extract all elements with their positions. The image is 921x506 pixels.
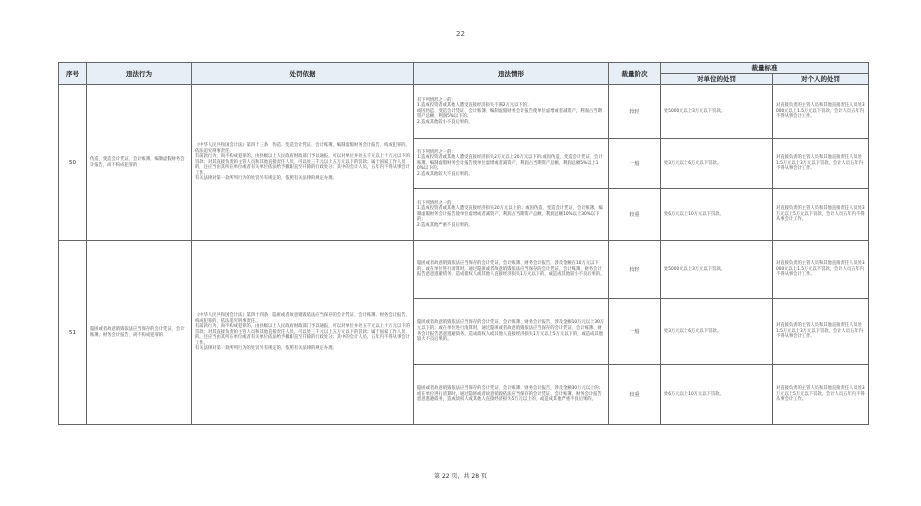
header-person-penalty: 对个人的处罚 — [773, 74, 869, 85]
header-seq: 序号 — [59, 63, 87, 85]
person-penalty-cell: 对直接负责的主管人员和其他直接责任人员处1.5万元以上3万元以下罚款，会计人员五年内不得从事会计工作。 — [773, 299, 869, 365]
circumstance-cell: 有下列情形之一的： 1.造成投资者或其他人遭受直接经济损失不满2万元以下的； 或因伪造、变造会计凭证、会计账簿，编制虚假财务会计报告使单位虚增或者减资产，利润占当期资产总额、利润5%以下的； 2.造成其他较小不良后果的。 — [414, 85, 609, 139]
level-cell: 较重 — [609, 189, 661, 241]
act-cell: 伪造、变造会计凭证、会计账簿，编制虚假财务会计报告，尚不构成犯罪的 — [87, 85, 192, 241]
level-cell: 较轻 — [609, 241, 661, 299]
page-number-top: 22 — [456, 30, 465, 38]
unit-penalty-cell: 处3万元以上6万元以下罚款。 — [661, 299, 773, 365]
circumstance-cell: 隐匿或者故意销毁依法应当保存的会计凭证、会计账簿、财务会计报告，涉及金额在10万元以下的；或在单位进行清算时，通过隐匿或者故意销毁依法应当保存的会计凭证、会计账簿、财务会计报告恶意逃避债务，造成债权人或其他人直接经济损失1万元以下的，或造成其他较小不良后果的。 — [414, 241, 609, 299]
level-cell: 较重 — [609, 365, 661, 425]
header-level: 裁量阶次 — [609, 63, 661, 85]
level-cell: 较轻 — [609, 85, 661, 139]
basis-cell: 《中华人民共和国会计法》第四十四条 隐匿或者故意销毁依法应当保存的会计凭证、会计账簿、财务会计报告，构成犯罪的，依法追究刑事责任。 有前款行为，尚不构成犯罪的，由县级以上人民政府财政部门予以通报，可以对单位并处五千元以上十万元以下的罚款；对其直接负责的主管人员和其他直接责任人员，可以处三千元以上五万元以下的罚款；属于国家工作人员的，还应当由其所在单位或者有关单位依法给予撤职直至开除的行政处分；其中的会计人员，五年内不得从事会计工作。 有关法律对第一款所列行为的处罚另有规定的，依照有关法律的规定办理。 — [192, 241, 414, 425]
level-cell: 一般 — [609, 139, 661, 189]
level-cell: 一般 — [609, 299, 661, 365]
seq-cell: 51 — [59, 241, 87, 425]
person-penalty-cell: 对直接负责的主管人员和其他直接责任人员处3万元以上5万元以下罚款，会计人员五年内不得从事会计工作。 — [773, 189, 869, 241]
circumstance-cell: 隐匿或者故意销毁依法应当保存的会计凭证、会计账簿、财务会计报告，涉及金额30万元以上的；或在单位进行清算时，通过隐匿或者故意销毁依法应当保存的会计凭证、会计账簿、财务会计报告恶意逃避债务，造成债权人或其他人直接经济损失5万元以上的，或造成其他严重不良后果的。 — [414, 365, 609, 425]
unit-penalty-cell: 处6万元以上10万元以下罚款。 — [661, 365, 773, 425]
unit-penalty-cell: 处3万元以上6万元以下罚款。 — [661, 139, 773, 189]
person-penalty-cell: 对直接负责的主管人员和其他直接责任人员处3000元以上1.5万元以下罚款，会计人员五年内不得从事会计工作。 — [773, 241, 869, 299]
header-basis: 处罚依据 — [192, 63, 414, 85]
person-penalty-cell: 对直接负责的主管人员和其他直接责任人员处3万元以上5万元以下罚款，会计人员五年内不得从事会计工作。 — [773, 365, 869, 425]
penalty-table — [58, 62, 869, 425]
person-penalty-cell: 对直接负责的主管人员和其他直接责任人员处1.5万元以上3万元以下罚款，会计人员五年内不得从事会计工作。 — [773, 139, 869, 189]
basis-cell: 《中华人民共和国会计法》第四十三条 伪造、变造会计凭证、会计账簿，编制虚假财务会计报告，构成犯罪的，依法追究刑事责任。 有前款行为，尚不构成犯罪的，由县级以上人民政府财政部门予以通报，可以对单位并处五千元以上十万元以下的罚款；对其直接负责的主管人员和其他直接责任人员，可以处三千元以上五万元以下的罚款；属于国家工作人员的，还应当由其所在单位或者有关单位依法给予撤职直至开除的行政处分；其中的会计人员，五年内不得从事会计工作。 有关法律对第一款所列行为的处罚另有规定的，依照有关法律的规定办理。 — [192, 85, 414, 241]
unit-penalty-cell: 处6万元以上10万元以下罚款。 — [661, 189, 773, 241]
unit-penalty-cell: 处5000元以上3万元以下罚款。 — [661, 241, 773, 299]
header-act: 违法行为 — [87, 63, 192, 85]
circumstance-cell: 有下列情形之一的： 1.造成投资者或其他人遭受直接经济损失2万元以上20万元以下的;或因伪造、变造会计凭证、会计账簿，编制虚假财务会计报告使单位虚增或者减资产，利润占当期资产总额、利润总额5%以上10%以下的； 2.造成其他较大不良后果的。 — [414, 139, 609, 189]
page-footer: 第 22 页，共 28 页 — [434, 473, 487, 480]
header-standard: 裁量标准 — [661, 63, 869, 74]
person-penalty-cell: 对直接负责的主管人员和其他直接责任人员处3000元以上1.5万元以下罚款，会计人员五年内不得从事会计工作。 — [773, 85, 869, 139]
table-row — [59, 85, 869, 139]
act-cell: 隐匿或者故意销毁依法应当保存的会计凭证、会计账簿、财务会计报告，尚不构成犯罪的 — [87, 241, 192, 425]
header-circumstance: 违法情形 — [414, 63, 609, 85]
unit-penalty-cell: 处5000元以上3万元以下罚款。 — [661, 85, 773, 139]
circumstance-cell: 有下列情形之一的： 1.造成投资者或其他人遭受直接经济损失20万元以上的；或因伪造、变造会计凭证、会计账簿，编制虚假财务会计报告使单位虚增或者减资产，利润占当期资产总额、利润总额10%以上30%以下的； 2.造成其他严重不良后果的。 — [414, 189, 609, 241]
header-unit-penalty: 对单位的处罚 — [661, 74, 773, 85]
seq-cell: 50 — [59, 85, 87, 241]
circumstance-cell: 隐匿或者故意销毁依法应当保存的会计凭证、会计账簿、财务会计报告，涉及金额10万元以上30万元以下的；或在单位进行清算时，通过隐匿或者故意销毁依法应当保存的会计凭证、会计账簿、财务会计报告恶意逃避债务，造成债权人或其他人直接经济损失1万元以上5万元以下的，或造成其他较大不良后果的。 — [414, 299, 609, 365]
table-row — [59, 241, 869, 299]
